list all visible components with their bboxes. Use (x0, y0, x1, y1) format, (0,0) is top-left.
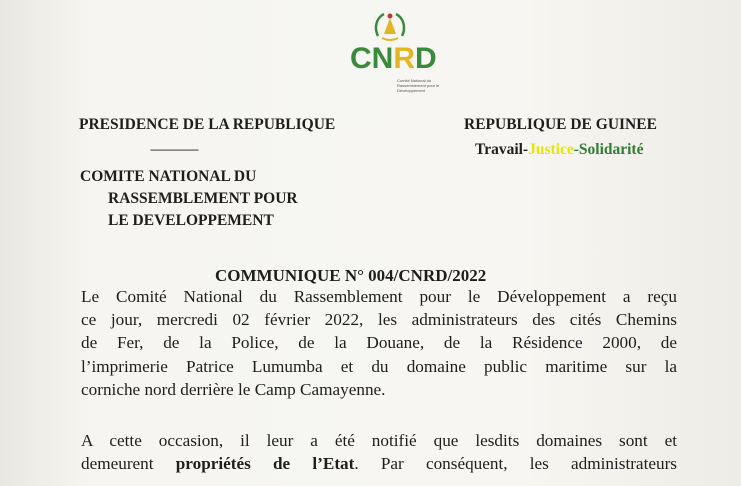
paragraph-line: ce jour, mercredi 02 février 2022, les administrateurs des cités Chemins (81, 310, 677, 330)
paragraph-line: Le Comité National du Rassemblement pour le Développement a reçu (81, 287, 677, 306)
committee-line: RASSEMBLEMENT POUR (108, 190, 298, 207)
cnrd-logo-subtitle: Comité National du Rassemblement pour le Développement (397, 78, 440, 93)
motto-solidarite: -Solidarité (573, 141, 644, 158)
emphasis-state-property: propriétés de l’Etat (175, 454, 355, 474)
paragraph-line: de Fer, de la Police, de la Douane, de la Résidence 2000, de (81, 333, 677, 353)
country-heading: REPUBLIQUE DE GUINEE (464, 116, 657, 133)
paragraph-line: l’imprimerie Patrice Lumumba et du domaine public maritime sur la (81, 356, 677, 376)
committee-line: COMITE NATIONAL DU (80, 168, 257, 185)
communique-title: COMMUNIQUE N° 004/CNRD/2022 (215, 266, 487, 285)
paragraph-line: demeurent propriétés de l’Etat. Par conséquent, les administrateurs (81, 454, 677, 474)
committee-name (80, 166, 298, 232)
header-separator: ---------------- (150, 142, 198, 156)
committee-line: LE DEVELOPPEMENT (108, 212, 274, 229)
presidence-heading: PRESIDENCE DE LA REPUBLIQUE (79, 116, 336, 133)
cnrd-logo-text: CNRD (350, 42, 437, 75)
motto-justice: Justice (528, 141, 574, 158)
paragraph-line: corniche nord derrière le Camp Camayenne. (81, 379, 386, 399)
paragraph-1 (81, 285, 677, 401)
motto-travail: Travail- (475, 141, 529, 158)
national-motto (475, 141, 643, 159)
paragraph-line: A cette occasion, il leur a été notifié que lesdits domaines sont et (81, 431, 677, 450)
paragraph-2 (81, 429, 677, 475)
